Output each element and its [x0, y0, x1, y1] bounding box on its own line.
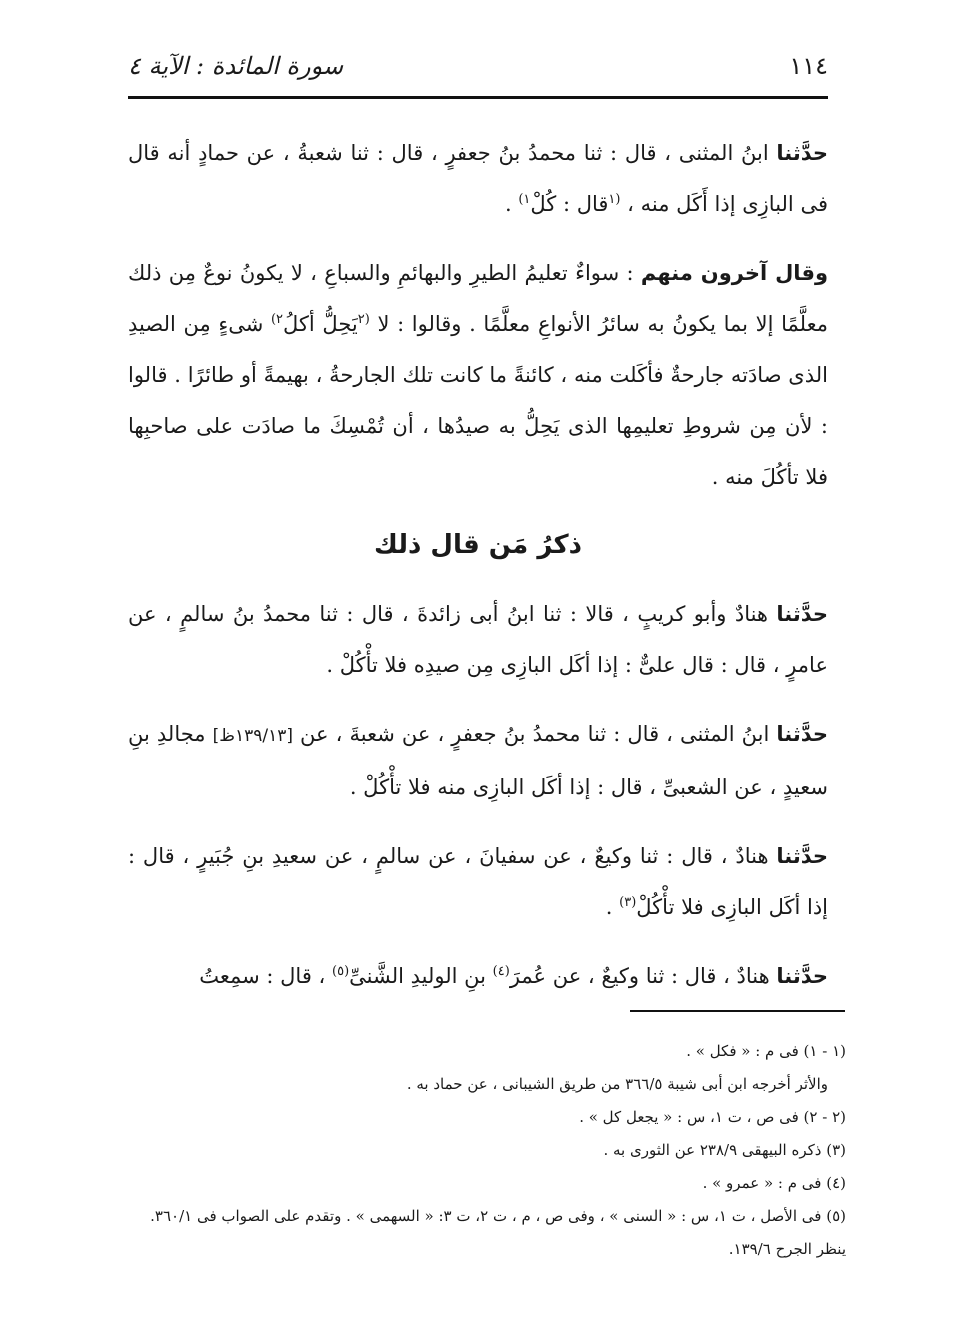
narration-text: هنادٌ ، قال : ثنا وكيعٌ ، عن عُمرَ: [509, 964, 777, 988]
narration-2: [128, 709, 828, 813]
lead-word: حدَّثنا: [776, 141, 828, 165]
narration-text: ابنُ المثنى ، قال : ثنا محمدُ بنُ جعفرٍ ، عن شعبةَ ، عن: [292, 722, 777, 746]
footnote-5: (٥) فى الأصل ، ت ١، س : « السنى » ، وفى ص ، م ، ت ٢، ت ٣: « السهمى » . وتقدم على الصواب فى ٣٦٠/١. ينظر الجرح ١٣٩/٦.: [150, 1207, 846, 1258]
narration-text: هنادٌ ، قال : ثنا وكيعٌ ، عن سفيانَ ، عن سالمٍ ، عن سعيدِ بنِ جُبَيرٍ ، قال : إذا أكَل البازِى فلا تأْكُلْ: [128, 844, 828, 919]
section-heading: ذكرُ مَن قال ذلك: [374, 530, 582, 560]
lead-word: حدَّثنا: [776, 964, 828, 988]
paragraph-text: قال : كُلْ: [530, 192, 609, 216]
footnote-ref: (٤): [492, 964, 510, 979]
lead-word: حدَّثنا: [776, 722, 828, 746]
paragraph-1: [128, 128, 828, 230]
running-head: سورة المائدة : الآية ٤: [128, 52, 344, 80]
narration-text: .: [605, 895, 620, 919]
lead-word: حدَّثنا: [776, 844, 828, 868]
paragraph-text: : سواءٌ تعليمُ الطيرِ والبهائمِ والسباعِ ، لا يكونُ نوعٌ مِن ذلك معلَّمًا إلا بما يكونُ به سائرُ الأنواعِ معلَّمًا . وقالوا : لا: [128, 261, 829, 336]
footnotes: [128, 1035, 846, 1266]
narration-text: مجالدِ بنِ سعيدٍ ، عن الشعبىِّ ، قال : إذا أكَل البازِى منه فلا تأْكُلْ .: [128, 722, 828, 799]
paragraph-text: .: [504, 192, 519, 216]
footnote-ref: (٣): [619, 895, 637, 910]
footnote-ref: (٢: [357, 312, 370, 327]
main-text: [128, 128, 828, 1020]
footnote-rule: [630, 1010, 845, 1012]
page-number: ١١٤: [789, 52, 828, 80]
paragraph-text: ابنُ المثنى ، قال : ثنا محمدُ بنُ جعفرٍ ، قال : ثنا شعبةُ ، عن حمادٍ أنه قال فى البازِى إذا أَكَل منه ،: [128, 141, 828, 216]
manuscript-page-marker: [١٣٩/١٣ظ]: [212, 726, 293, 746]
narration-1: [128, 589, 828, 691]
page-header: [128, 40, 828, 92]
narration-text: بنِ الوليدِ الشَّنىِّ: [349, 964, 493, 988]
lead-word: حدَّثنا: [776, 602, 828, 626]
lead-phrase: وقال آخرون منهم: [640, 261, 829, 285]
header-rule: [128, 96, 828, 99]
footnote-ref: ١): [518, 192, 531, 207]
narration-4: [128, 951, 828, 1002]
footnote-2: (٢ - ٢) فى ص ، ت ١، س : « يجعل كل » .: [579, 1108, 846, 1126]
paragraph-text: شىءٍ مِن الصيدِ الذى صادَته جارحةٌ فأكَلت منه ، كائنةً ما كانت تلك الجارحةُ ، بهيمةً أو طائرًا . قالوا : لأن مِن شروطِ تعليمِها الذى يَحِلُّ به صيدُها ، أن تُمْسِكَ ما صادَت على صاحبِها فلا تأكُلَ منه .: [128, 312, 828, 489]
footnote-ref: (١: [608, 192, 621, 207]
footnote-4: (٤) فى م : « عمرو » .: [702, 1174, 846, 1192]
paragraph-2: [128, 248, 828, 503]
narration-text: ، قال : سمِعتُ: [199, 964, 333, 988]
footnote-ref: ٢): [270, 312, 284, 327]
paragraph-text: يَحِلُّ أكلُ: [283, 312, 358, 336]
footnote-1: (١ - ١) فى م : « فكل » .: [686, 1042, 846, 1060]
footnote-3: (٣) ذكره البيهقى ٢٣٨/٩ عن الثورى به .: [603, 1141, 846, 1159]
narration-3: [128, 831, 828, 933]
footnote-ref: (٥): [332, 964, 350, 979]
narration-text: هنادٌ وأبو كريبٍ ، قالا : ثنا ابنُ أبى زائدةَ ، قال : ثنا محمدُ بنُ سالمٍ ، عن عامرٍ ، قال : قال علىٌّ : إذا أكَل البازِى مِن صيدِه فلا تأْكُلْ .: [128, 602, 828, 677]
footnote-1-note: والأثر أخرجه ابن أبى شيبة ٣٦٦/٥ من طريق الشيبانى ، عن حماد به .: [406, 1075, 828, 1093]
